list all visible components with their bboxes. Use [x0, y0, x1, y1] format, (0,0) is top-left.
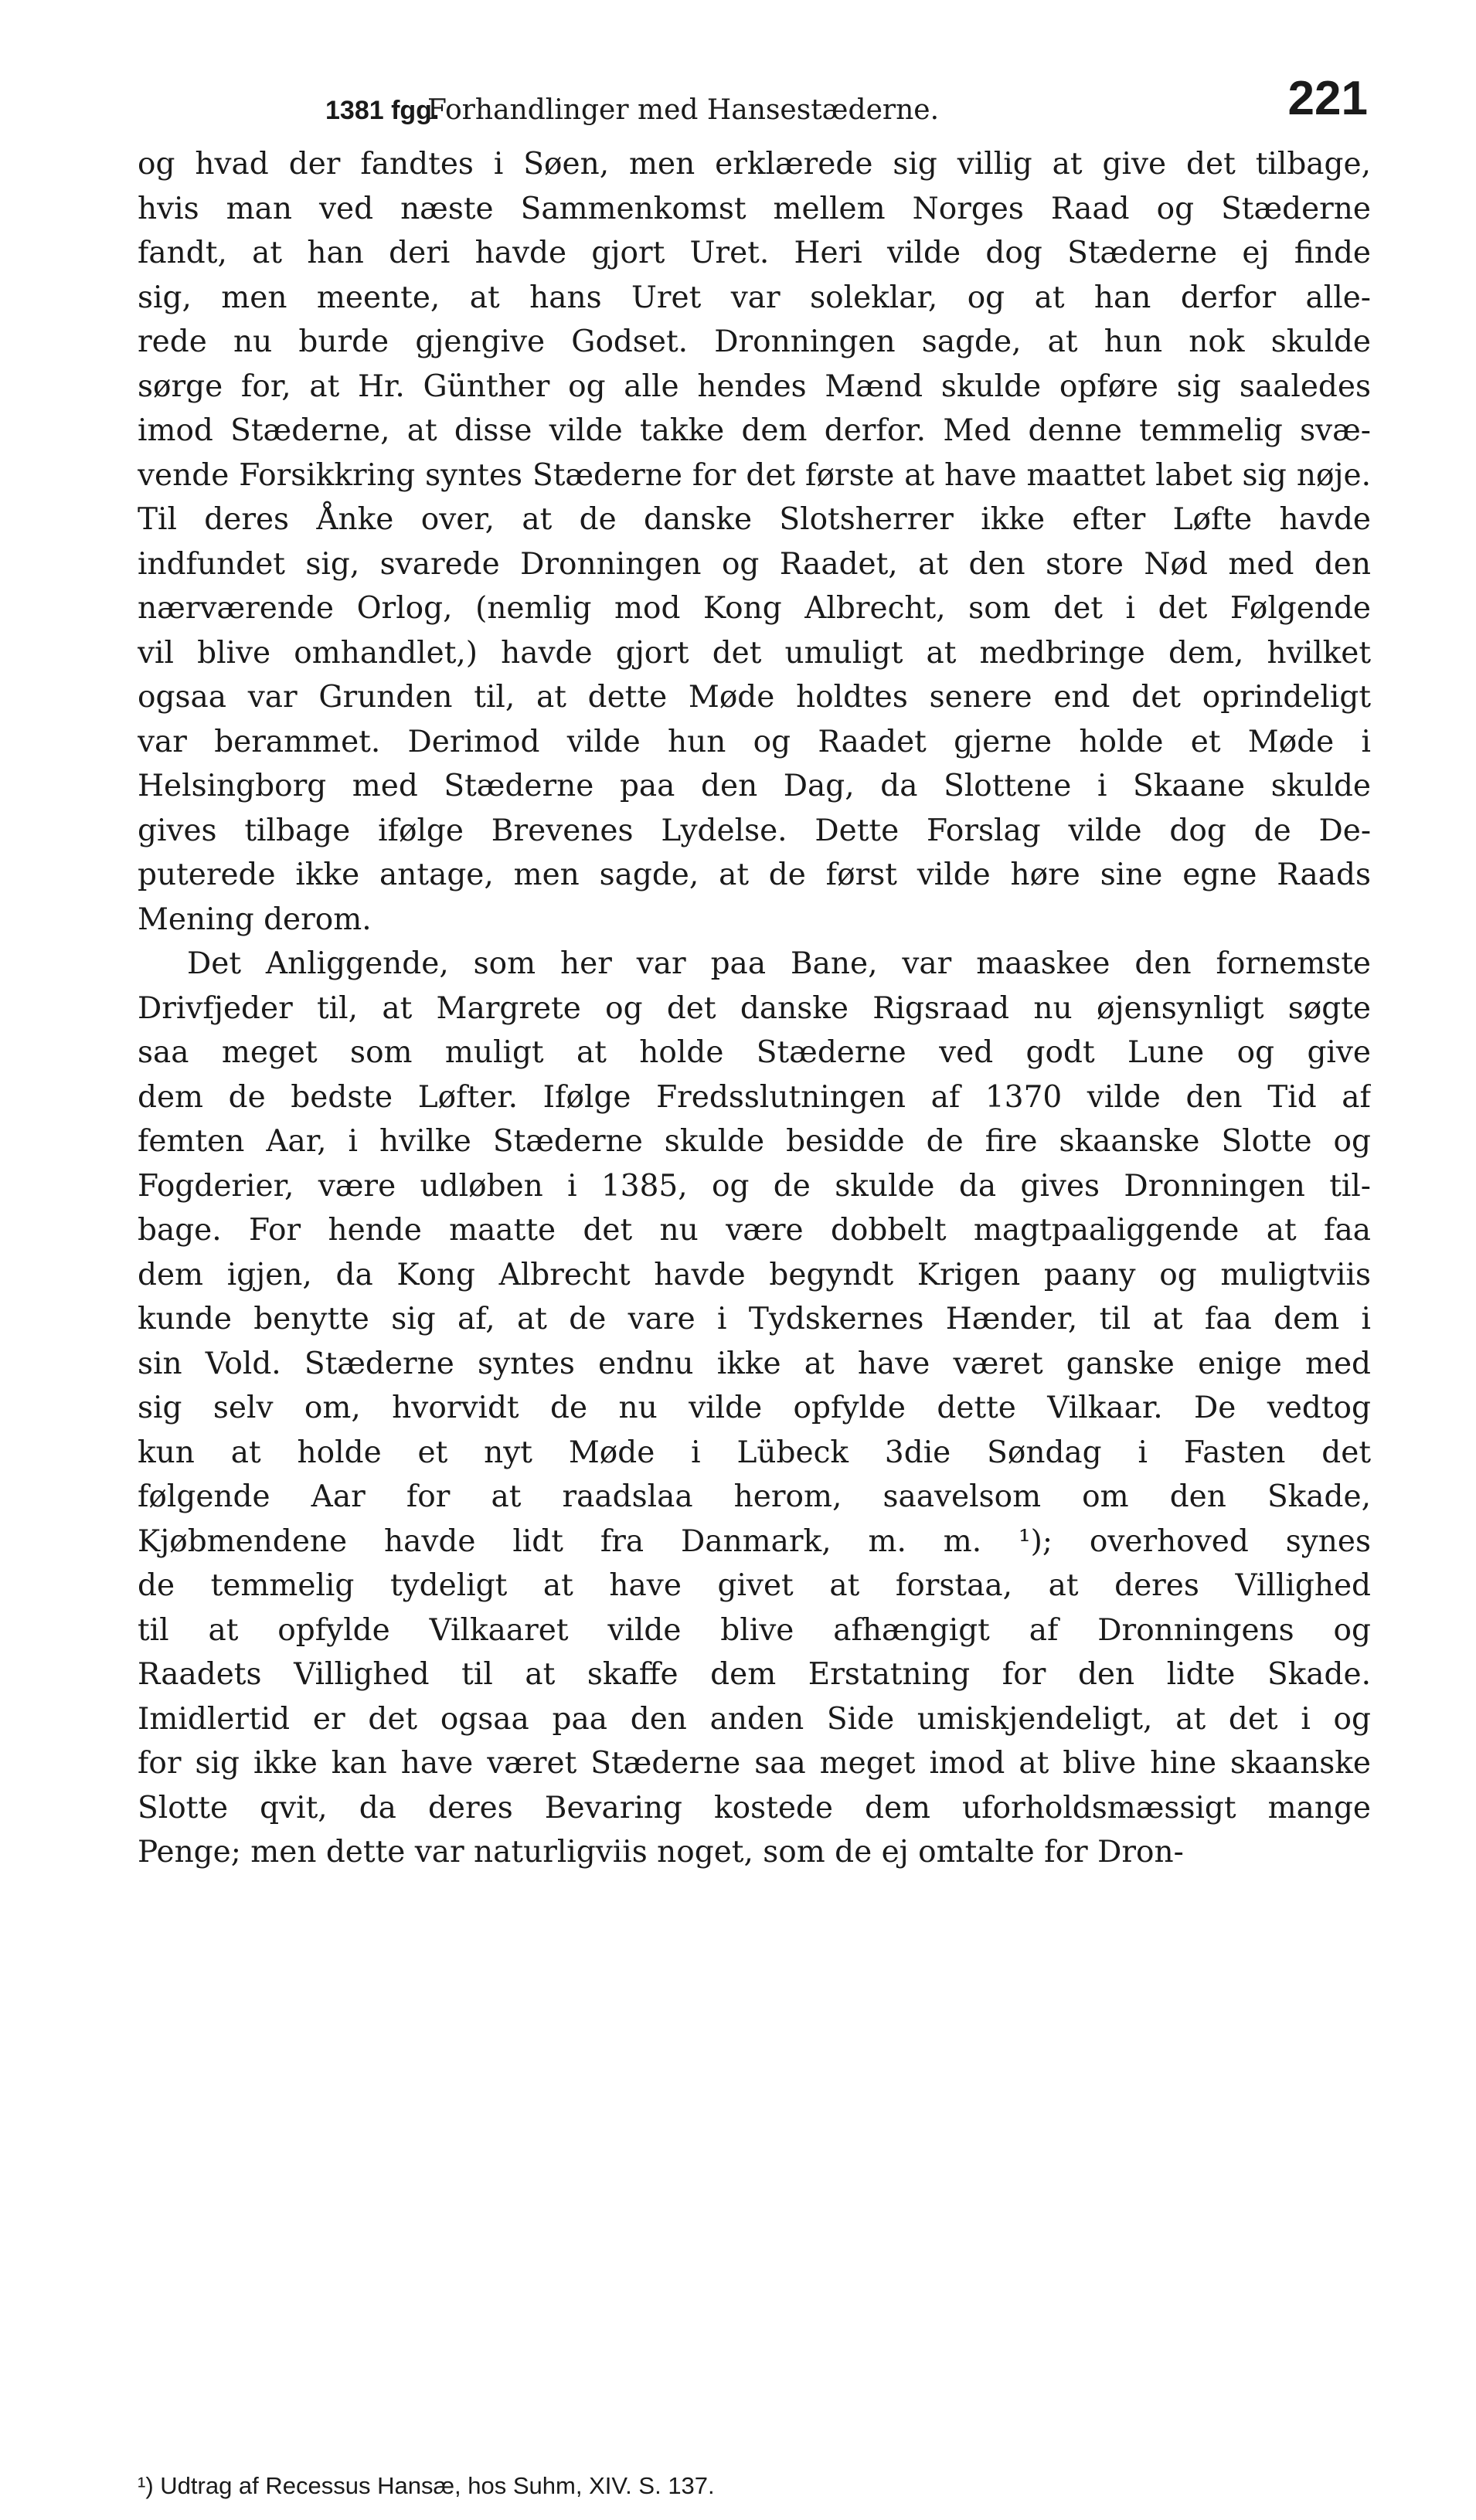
text-line: ogsaa var Grunden til, at dette Møde holdtes senere end det oprindeligt	[138, 680, 1371, 715]
text-line: Til deres Ånke over, at de danske Slotsherrer ikke efter Løfte havde	[138, 502, 1371, 537]
text-line: Slotte qvit, da deres Bevaring kostede dem uforholdsmæssigt mange	[138, 1790, 1371, 1825]
text-line: sin Vold. Stæderne syntes endnu ikke at have været ganske enige med	[138, 1346, 1371, 1381]
text-line: vende Forsikkring syntes Stæderne for det første at have maattet labet sig nøje.	[138, 457, 1371, 493]
text-line: fandt, at han deri havde gjort Uret. Heri vilde dog Stæderne ej finde	[138, 236, 1371, 270]
text-line: følgende Aar for at raadslaa herom, saavelsom om den Skade,	[138, 1479, 1371, 1514]
text-line: Penge; men dette var naturligviis noget, som de ej omtalte for Dron-	[138, 1835, 1184, 1870]
text-line: Raadets Villighed til at skaffe dem Erstatning for den lidte Skade.	[138, 1657, 1371, 1692]
text-line: indfundet sig, svarede Dronningen og Raadet, at den store Nød med den	[138, 546, 1371, 582]
text-line: Drivfjeder til, at Margrete og det danske Rigsraad nu øjensynligt søgte	[138, 990, 1371, 1026]
running-head-years: 1381 fgg.	[325, 96, 440, 125]
text-line: kun at holde et nyt Møde i Lübeck 3die Søndag i Fasten det	[138, 1435, 1371, 1470]
text-line: de temmelig tydeligt at have givet at forstaa, at deres Villighed	[138, 1568, 1371, 1603]
running-head	[138, 71, 1368, 133]
text-line: var berammet. Derimod vilde hun og Raadet gjerne holde et Møde i	[138, 724, 1371, 759]
text-line: puterede ikke antage, men sagde, at de først vilde høre sine egne Raads	[138, 858, 1371, 892]
text-line: hvis man ved næste Sammenkomst mellem Norges Raad og Stæderne	[138, 191, 1371, 226]
text-line: gives tilbage ifølge Brevenes Lydelse. Dette Forslag vilde dog de De-	[138, 813, 1371, 848]
text-line: og hvad der fandtes i Søen, men erklærede sig villig at give det tilbage,	[138, 147, 1371, 182]
text-line: femten Aar, i hvilke Stæderne skulde besidde de fire skaanske Slotte og	[138, 1124, 1371, 1159]
text-line: til at opfylde Vilkaaret vilde blive afhængigt af Dronningens og	[138, 1612, 1371, 1648]
paragraph	[138, 942, 1371, 1875]
footnote: ¹) Udtrag af Recessus Hansæ, hos Suhm, XIV. S. 137.	[138, 2472, 715, 2499]
text-line: Mening derom.	[138, 902, 372, 937]
text-line: Kjøbmendene havde lidt fra Danmark, m. m. ¹); overhoved synes	[138, 1523, 1371, 1559]
text-line: Imidlertid er det ogsaa paa den anden Side umiskjendeligt, at det i og	[138, 1701, 1371, 1737]
text-line: sig, men meente, at hans Uret var soleklar, og at han derfor alle-	[138, 280, 1371, 315]
text-line: kunde benytte sig af, at de vare i Tydskernes Hænder, til at faa dem i	[138, 1302, 1371, 1336]
text-line: rede nu burde gjengive Godset. Dronningen sagde, at hun nok skulde	[138, 324, 1371, 359]
page-number: 221	[1287, 72, 1368, 125]
text-line: for sig ikke kan have været Stæderne saa meget imod at blive hine skaanske	[138, 1746, 1371, 1781]
body-text	[138, 142, 1371, 1875]
text-line: dem de bedste Løfter. Ifølge Fredsslutningen af 1370 vilde den Tid af	[138, 1079, 1371, 1115]
text-line: bage. For hende maatte det nu være dobbelt magtpaaliggende at faa	[138, 1213, 1371, 1248]
text-line: sørge for, at Hr. Günther og alle hendes Mænd skulde opføre sig saaledes	[138, 368, 1371, 404]
paragraph	[138, 142, 1371, 942]
text-line: sig selv om, hvorvidt de nu vilde opfylde dette Vilkaar. De vedtog	[138, 1391, 1371, 1425]
text-line: dem igjen, da Kong Albrecht havde begyndt Krigen paany og muligtviis	[138, 1257, 1371, 1292]
text-line: saa meget som muligt at holde Stæderne ved godt Lune og give	[138, 1035, 1371, 1070]
text-line: nærværende Orlog, (nemlig mod Kong Albrecht, som det i det Følgende	[138, 591, 1371, 626]
text-line: vil blive omhandlet,) havde gjort det umuligt at medbringe dem, hvilket	[138, 635, 1371, 671]
text-line: imod Stæderne, at disse vilde takke dem derfor. Med denne temmelig svæ-	[138, 413, 1371, 448]
text-line: Det Anliggende, som her var paa Bane, var maaskee den fornemste	[187, 946, 1371, 981]
running-head-title: Forhandlinger med Hansestæderne.	[427, 94, 940, 126]
text-line: Fogderier, være udløben i 1385, og de skulde da gives Dronningen til-	[138, 1168, 1371, 1204]
text-line: Helsingborg med Stæderne paa den Dag, da Slottene i Skaane skulde	[138, 769, 1371, 803]
